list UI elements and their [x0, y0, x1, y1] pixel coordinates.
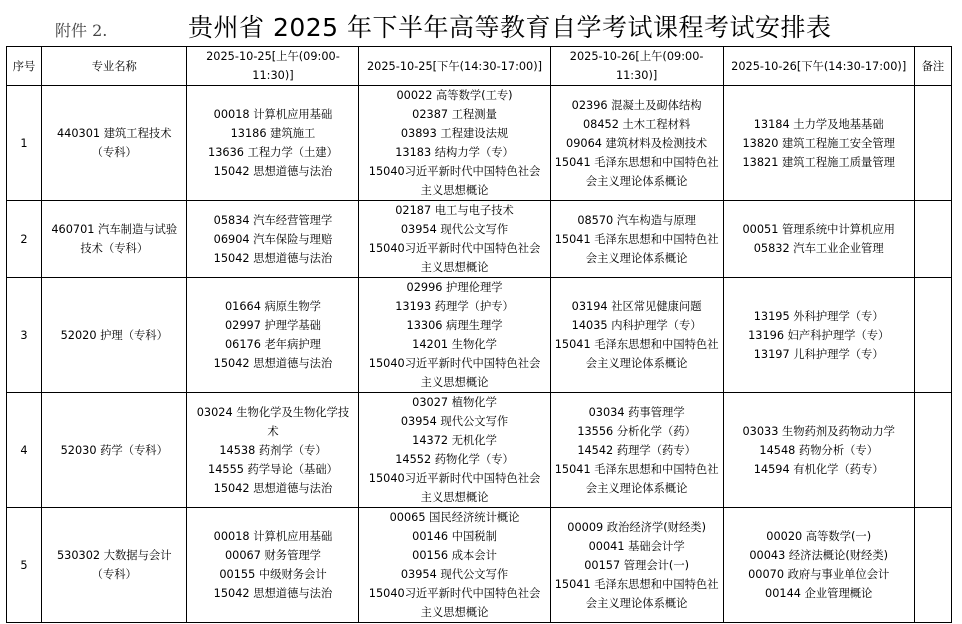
document-title: 贵州省 2025 年下半年高等教育自学考试课程考试安排表 [188, 13, 832, 42]
session-1-courses [187, 278, 359, 393]
course-item: 14538 药剂学（专） [219, 443, 327, 457]
course-item: 15040习近平新时代中国特色社会主义思想概论 [368, 357, 541, 389]
course-item: 00155 中级财务会计 [219, 568, 327, 581]
course-item: 13821 建筑工程施工质量管理 [742, 155, 895, 169]
course-item: 03954 现代公文写作 [400, 568, 509, 581]
session-4-courses [723, 393, 914, 508]
column-header-no: 序号 [7, 47, 42, 86]
course-item: 03034 药事管理学 [588, 405, 685, 419]
column-header-session-3: 2025-10-26[上午(09:00-11:30)] [550, 47, 723, 86]
course-item: 02387 工程测量 [412, 108, 497, 121]
course-item: 03027 植物化学 [412, 396, 497, 409]
course-item: 14555 药学导论（基础） [208, 462, 338, 476]
course-item: 00157 管理会计(一) [584, 558, 690, 572]
course-item: 13193 药理学（护专） [395, 300, 514, 313]
course-item: 06176 老年病护理 [224, 338, 321, 351]
course-item: 14372 无机化学 [412, 434, 497, 447]
course-item: 15041 毛泽东思想和中国特色社会主义理论体系概论 [554, 577, 719, 610]
course-item: 13183 结构力学（专） [395, 146, 514, 159]
course-item: 14548 药物分析（专） [759, 443, 879, 457]
major-name: 52030 药学（专科） [42, 393, 187, 508]
course-item: 13820 建筑工程施工安全管理 [742, 136, 895, 150]
course-item: 00067 财务管理学 [224, 549, 321, 562]
course-item: 00041 基础会计学 [588, 539, 685, 553]
course-item: 14594 有机化学（药专） [753, 462, 884, 476]
row-number: 2 [7, 201, 42, 278]
session-4-courses [723, 201, 914, 278]
attachment-label: 附件 2. [55, 21, 108, 40]
major-name: 440301 建筑工程技术（专科） [42, 86, 187, 201]
course-item: 13636 工程力学（土建） [208, 146, 338, 159]
session-3-courses [550, 278, 723, 393]
table-row [7, 393, 952, 508]
table-row [7, 278, 952, 393]
session-2-courses [359, 508, 550, 623]
note-cell [914, 86, 951, 201]
course-item: 15040习近平新时代中国特色社会主义思想概论 [368, 165, 541, 197]
table-row [7, 201, 952, 278]
course-item: 00070 政府与事业单位会计 [748, 568, 890, 581]
course-item: 14201 生物化学 [412, 338, 497, 351]
table-header-row [7, 47, 952, 86]
course-item: 00018 计算机应用基础 [213, 530, 333, 543]
course-item: 05832 汽车工业企业管理 [753, 242, 884, 255]
exam-schedule-table [6, 46, 952, 623]
course-item: 15042 思想道德与法治 [213, 357, 333, 370]
course-item: 03024 生物化学及生物化学技术 [196, 405, 350, 438]
session-2-courses [359, 278, 550, 393]
column-header-session-1: 2025-10-25[上午(09:00-11:30)] [187, 47, 359, 86]
course-item: 13184 土力学及地基基础 [753, 117, 884, 131]
column-header-session-2: 2025-10-25[下午(14:30-17:00)] [359, 47, 550, 86]
course-item: 03954 现代公文写作 [400, 415, 509, 428]
course-item: 05834 汽车经营管理学 [213, 213, 333, 227]
column-header-session-4: 2025-10-26[下午(14:30-17:00)] [723, 47, 914, 86]
session-4-courses [723, 86, 914, 201]
session-1-courses [187, 508, 359, 623]
course-item: 08452 土木工程材料 [582, 117, 691, 131]
session-4-courses [723, 278, 914, 393]
row-number: 4 [7, 393, 42, 508]
course-item: 00051 管理系统中计算机应用 [742, 223, 895, 236]
course-item: 14542 药理学（药专） [577, 443, 696, 457]
course-item: 13186 建筑施工 [230, 127, 316, 140]
row-number: 1 [7, 86, 42, 201]
course-item: 00156 成本会计 [412, 549, 497, 562]
course-item: 14552 药物化学（专） [395, 453, 514, 466]
course-item: 03194 社区常见健康问题 [571, 300, 702, 313]
course-item: 15041 毛泽东思想和中国特色社会主义理论体系概论 [554, 462, 719, 495]
column-header-note: 备注 [914, 47, 951, 86]
course-item: 08570 汽车构造与原理 [577, 213, 696, 227]
course-item: 00020 高等数学(一) [766, 530, 872, 543]
table-row [7, 508, 952, 623]
session-3-courses [550, 201, 723, 278]
course-item: 01664 病原生物学 [224, 300, 321, 313]
course-item: 00022 高等数学(工专) [396, 89, 513, 102]
course-item: 02187 电工与电子技术 [395, 204, 514, 217]
major-name: 460701 汽车制造与试验技术（专科） [42, 201, 187, 278]
major-name: 530302 大数据与会计（专科） [42, 508, 187, 623]
course-item: 13556 分析化学（药） [577, 424, 696, 438]
session-3-courses [550, 393, 723, 508]
course-item: 02396 混凝土及砌体结构 [571, 98, 702, 112]
course-item: 13306 病理生理学 [406, 319, 503, 332]
column-header-major: 专业名称 [42, 47, 187, 86]
note-cell [914, 393, 951, 508]
course-item: 13197 儿科护理学（专） [753, 347, 884, 361]
course-item: 15041 毛泽东思想和中国特色社会主义理论体系概论 [554, 338, 719, 370]
course-item: 00065 国民经济统计概论 [389, 511, 520, 524]
course-item: 15041 毛泽东思想和中国特色社会主义理论体系概论 [554, 155, 719, 188]
row-number: 5 [7, 508, 42, 623]
course-item: 15041 毛泽东思想和中国特色社会主义理论体系概论 [554, 232, 719, 265]
note-cell [914, 201, 951, 278]
course-item: 15042 思想道德与法治 [213, 587, 333, 600]
course-item: 00146 中国税制 [412, 530, 497, 543]
course-item: 02996 护理伦理学 [406, 281, 503, 294]
session-1-courses [187, 393, 359, 508]
session-3-courses [550, 508, 723, 623]
course-item: 00018 计算机应用基础 [213, 108, 333, 121]
course-item: 13196 妇产科护理学（专） [748, 328, 890, 342]
session-1-courses [187, 201, 359, 278]
session-3-courses [550, 86, 723, 201]
course-item: 00144 企业管理概论 [765, 587, 873, 600]
document-header [0, 0, 962, 46]
course-item: 09064 建筑材料及检测技术 [566, 136, 708, 150]
course-item: 03033 生物药剂及药物动力学 [742, 424, 895, 438]
course-item: 14035 内科护理学（专） [571, 319, 702, 332]
course-item: 00009 政治经济学(财经类) [567, 520, 706, 534]
table-row [7, 86, 952, 201]
course-item: 15042 思想道德与法治 [213, 251, 333, 265]
course-item: 15040习近平新时代中国特色社会主义思想概论 [368, 472, 541, 504]
course-item: 13195 外科护理学（专） [753, 309, 884, 323]
note-cell [914, 278, 951, 393]
course-item: 02997 护理学基础 [224, 319, 321, 332]
session-2-courses [359, 393, 550, 508]
session-4-courses [723, 508, 914, 623]
major-name: 52020 护理（专科） [42, 278, 187, 393]
row-number: 3 [7, 278, 42, 393]
course-item: 15040习近平新时代中国特色社会主义思想概论 [368, 242, 541, 274]
note-cell [914, 508, 951, 623]
course-item: 15042 思想道德与法治 [213, 481, 333, 495]
course-item: 06904 汽车保险与理赔 [213, 232, 333, 246]
course-item: 03954 现代公文写作 [400, 223, 509, 236]
session-1-courses [187, 86, 359, 201]
course-item: 00043 经济法概论(财经类) [749, 549, 889, 562]
course-item: 15042 思想道德与法治 [213, 165, 333, 178]
course-item: 03893 工程建设法规 [400, 127, 509, 140]
session-2-courses [359, 201, 550, 278]
course-item: 15040习近平新时代中国特色社会主义思想概论 [368, 587, 541, 619]
session-2-courses [359, 86, 550, 201]
